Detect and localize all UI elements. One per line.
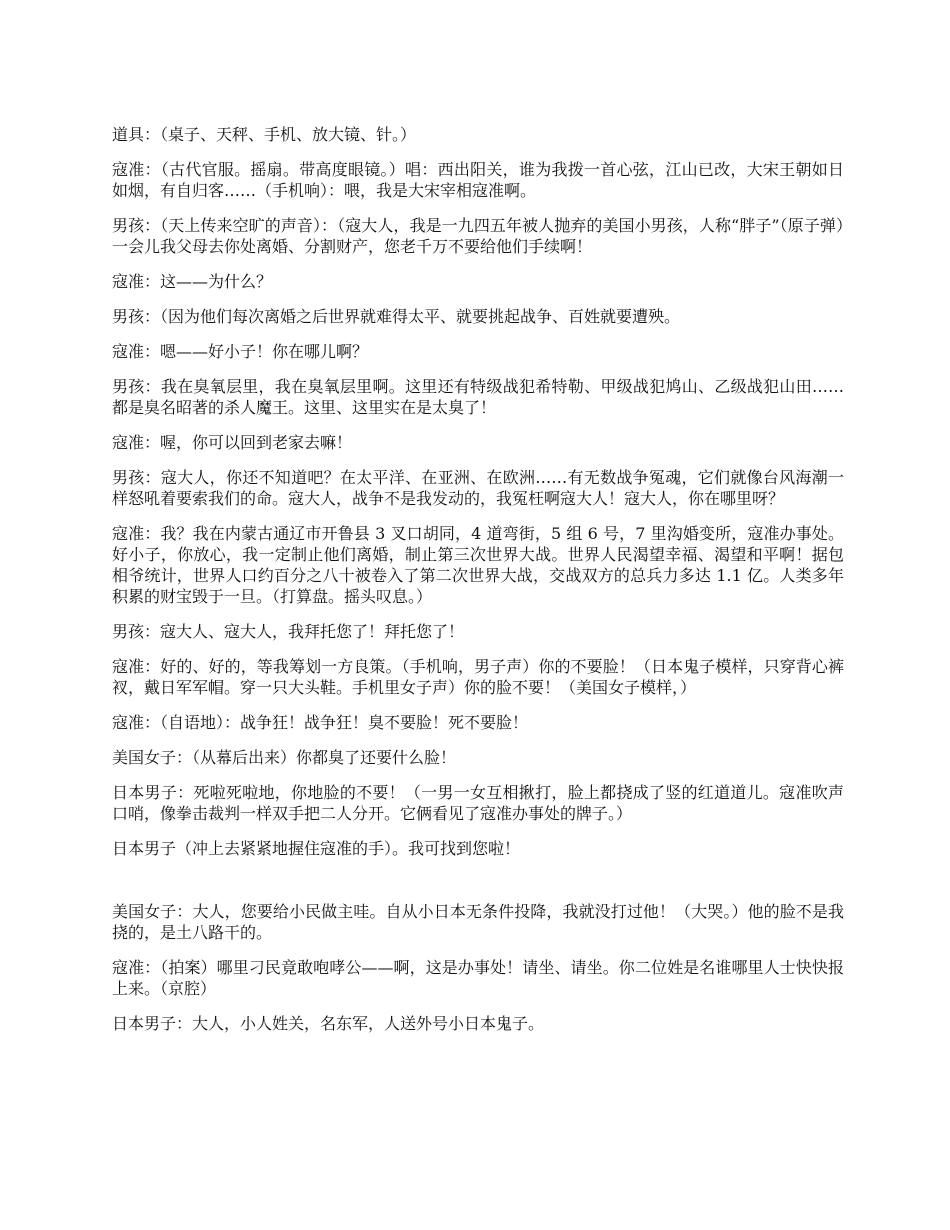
paragraph-boy-reason: 男孩：（因为他们每次离婚之后世界就难得太平、就要挑起战争、百姓就要遭殃。 — [112, 307, 681, 326]
paragraph-japanese-man-name: 日本男子：大人，小人姓关，名东军，人送外号小日本鬼子。 — [112, 1014, 545, 1033]
paragraph-kou-zhun-self-talk: 寇准：（自语地）：战争狂！战争狂！臭不要脸！死不要脸！ — [112, 713, 529, 732]
paragraph-kou-zhun-why: 寇准：这——为什么？ — [112, 272, 273, 291]
paragraph-boy-thanks: 男孩：寇大人、寇大人，我拜托您了！拜托您了！ — [112, 622, 465, 641]
paragraph-kou-zhun-song: 寇准：（古代官服。摇扇。带高度眼镜。）唱：西出阳关，谁为我拨一首心弦，江山已改，大宋王朝如日如烟，有自归客……（手机响）：喂，我是大宋宰相寇准啊。 — [112, 160, 844, 200]
paragraph-kou-zhun-phone: 寇准：好的、好的，等我筹划一方良策。（手机响，男子声）你的不要脸！（日本鬼子模样，只穿背心裤衩，戴日军军帽。穿一只大头鞋。手机里女子声）你的脸不要！（美国女子模样，） — [112, 657, 844, 697]
paragraph-kou-zhun-home: 寇准：喔，你可以回到老家去嘛！ — [112, 433, 353, 452]
paragraph-boy-souls: 男孩：寇大人，你还不知道吧？在太平洋、在亚洲、在欧洲……有无数战争冤魂，它们就像台风海潮一样怒吼着要索我们的命。寇大人，战争不是我发动的，我冤枉啊寇大人！寇大人，你在哪里呀？ — [112, 468, 844, 508]
paragraph-japanese-man-found: 日本男子（冲上去紧紧地握住寇准的手）。我可找到您啦！ — [112, 839, 521, 858]
paragraph-props: 道具：（桌子、天秤、手机、放大镜、针。） — [112, 125, 417, 144]
paragraph-american-woman-plea: 美国女子：大人，您要给小民做主哇。自从小日本无条件投降，我就没打过他！（大哭。）他的脸不是我挠的，是土八路干的。 — [112, 902, 844, 942]
paragraph-boy-ozone: 男孩：我在臭氧层里，我在臭氧层里啊。这里还有特级战犯希特勒、甲级战犯鸠山、乙级战犯山田……都是臭名昭著的杀人魔王。这里、这里实在是太臭了！ — [112, 377, 844, 417]
script-text-body — [112, 124, 844, 1048]
paragraph-boy-plea: 男孩：（天上传来空旷的声音）：（寇大人，我是一九四五年被人抛弃的美国小男孩，人称“胖子”（原子弹）一会儿我父母去你处离婚、分割财产，您老千万不要给他们手续啊！ — [112, 216, 844, 256]
paragraph-american-woman-enter: 美国女子：（从幕后出来）你都臭了还要什么脸！ — [112, 748, 457, 767]
paragraph-kou-zhun-address: 寇准：我？我在内蒙古通辽市开鲁县 3 叉口胡同，4 道弯街，5 组 6 号，7 里沟婚变所，寇准办事处。好小子，你放心，我一定制止他们离婚，制止第三次世界大战。世界人民渴望幸福、渴望和平啊！据包相爷统计，世界人口约百分之八十被卷入了第二次世界大战，交战双方的总兵力多达 1.1 亿。人类多年积累的财宝毁于一旦。（打算盘。摇头叹息。） — [112, 524, 844, 606]
paragraph-kou-zhun-court: 寇准：（拍案）哪里刁民竟敢咆哮公——啊，这是办事处！请坐、请坐。你二位姓是名谁哪里人士快快报上来。（京腔） — [112, 958, 844, 998]
paragraph-kou-zhun-where: 寇准：嗯——好小子！你在哪儿啊？ — [112, 342, 369, 361]
paragraph-japanese-man-fight: 日本男子：死啦死啦地，你地脸的不要！（一男一女互相揪打，脸上都挠成了竖的红道道儿。寇准吹声口哨，像拳击裁判一样双手把二人分开。它俩看见了寇准办事处的牌子。） — [112, 783, 844, 823]
